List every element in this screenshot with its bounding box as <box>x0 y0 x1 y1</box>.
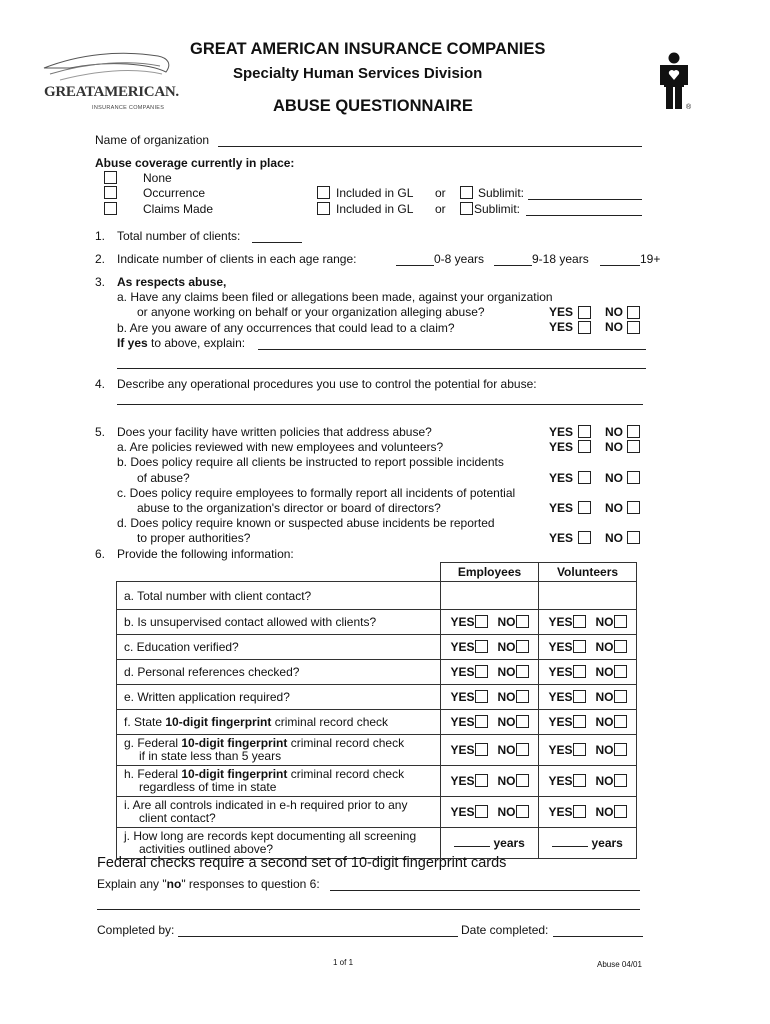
claims-included-gl-checkbox[interactable] <box>317 202 330 215</box>
q6g-pre: g. Federal <box>124 736 182 750</box>
q5-yes-label: YES <box>549 425 574 439</box>
q2-range3-field[interactable] <box>600 265 640 266</box>
no-checkbox[interactable] <box>614 665 627 678</box>
yes-label: YES <box>548 774 573 788</box>
date-completed-label: Date completed: <box>461 923 549 937</box>
company-logo <box>40 50 180 120</box>
form-title: ABUSE QUESTIONNAIRE <box>273 97 473 115</box>
yes-label: YES <box>450 665 475 679</box>
q6-row-j <box>117 828 637 859</box>
yes-label: YES <box>450 615 475 629</box>
yes-label: YES <box>548 690 573 704</box>
q6-col-volunteers: Volunteers <box>539 563 637 582</box>
no-label: NO <box>497 690 516 704</box>
q6e-employees <box>441 685 539 710</box>
q2-text: Indicate number of clients in each age range: <box>117 252 357 266</box>
yes-label: YES <box>548 615 573 629</box>
q3b-no-checkbox[interactable] <box>627 321 640 334</box>
occurrence-sublimit-checkbox[interactable] <box>460 186 473 199</box>
q5c-yes-label: YES <box>549 501 574 515</box>
q3a-text-1: a. Have any claims been filed or allegations been made, against your organization <box>117 290 553 304</box>
q6c-volunteers <box>539 635 637 660</box>
yes-checkbox[interactable] <box>573 805 586 818</box>
date-completed-field[interactable] <box>553 936 643 937</box>
logo-wordmark: GREATAMERICAN. <box>44 84 179 100</box>
q2-range1-label: 0-8 years <box>434 252 485 266</box>
q6h-employees <box>441 766 539 797</box>
coverage-none-label: None <box>143 171 172 185</box>
q6-row-f <box>117 710 637 735</box>
no-checkbox[interactable] <box>516 743 529 756</box>
q6-text: Provide the following information: <box>117 547 294 561</box>
q6j-line1: j. How long are records kept documenting all screening <box>124 829 417 843</box>
q5-number: 5. <box>95 425 106 439</box>
org-name-label: Name of organization <box>95 133 210 147</box>
q6-col-employees: Employees <box>441 563 539 582</box>
q6a-label: a. Total number with client contact? <box>117 582 441 610</box>
no-checkbox[interactable] <box>516 690 529 703</box>
q6j-employees <box>441 828 539 859</box>
yes-label: YES <box>450 805 475 819</box>
q6d-label: d. Personal references checked? <box>117 660 441 685</box>
q6-row-i <box>117 797 637 828</box>
q5b-text-2: of abuse? <box>137 471 190 485</box>
q1-field[interactable] <box>252 242 302 243</box>
yes-checkbox[interactable] <box>475 715 488 728</box>
q3a-no-checkbox[interactable] <box>627 306 640 319</box>
q2-range2-field[interactable] <box>494 265 532 266</box>
q6g-volunteers <box>539 735 637 766</box>
yes-checkbox[interactable] <box>573 640 586 653</box>
no-checkbox[interactable] <box>614 690 627 703</box>
no-label: NO <box>497 615 516 629</box>
yes-label: YES <box>548 805 573 819</box>
federal-note: Federal checks require a second set of 10-digit fingerprint cards <box>97 855 507 871</box>
claims-or-label: or <box>435 202 446 216</box>
q1-text: Total number of clients: <box>117 229 241 243</box>
no-label: NO <box>497 805 516 819</box>
q6e-volunteers <box>539 685 637 710</box>
q6f-pre: f. State <box>124 715 166 729</box>
q3-explain-field-1[interactable] <box>258 349 646 350</box>
q5d-yes-checkbox[interactable] <box>578 531 591 544</box>
q3b-text: b. Are you aware of any occurrences that could lead to a claim? <box>117 321 455 335</box>
yes-label: YES <box>450 715 475 729</box>
q6g-employees <box>441 735 539 766</box>
no-checkbox[interactable] <box>516 665 529 678</box>
q5d-text-1: d. Does policy require known or suspected abuse incidents be reported <box>117 516 495 530</box>
q1-number: 1. <box>95 229 106 243</box>
q5-text: Does your facility have written policies that address abuse? <box>117 425 432 439</box>
years-label: years <box>493 836 525 850</box>
explain-no-bold: no <box>166 877 182 891</box>
explain-post: " responses to question 6: <box>181 877 320 891</box>
yes-label: YES <box>548 640 573 654</box>
q3a-no-label: NO <box>605 305 623 319</box>
q6-number: 6. <box>95 547 106 561</box>
q6g-line2: if in state less than 5 years <box>139 749 282 763</box>
no-label: NO <box>595 743 614 757</box>
q6a-volunteers-field[interactable] <box>539 582 637 610</box>
years-label: years <box>591 836 623 850</box>
q6g-post: criminal record check <box>287 736 405 750</box>
q2-range1-field[interactable] <box>396 265 434 266</box>
q3-ifyes-label <box>117 336 245 350</box>
no-checkbox[interactable] <box>516 615 529 628</box>
q5d-no-label: NO <box>605 531 623 545</box>
explain-label <box>97 877 320 891</box>
q5a-yes-label: YES <box>549 440 574 454</box>
q6i-line2: client contact? <box>139 811 216 825</box>
q5b-yes-checkbox[interactable] <box>578 471 591 484</box>
yes-checkbox[interactable] <box>573 615 586 628</box>
yes-checkbox[interactable] <box>475 665 488 678</box>
q6-header-row <box>117 563 637 582</box>
no-label: NO <box>497 640 516 654</box>
q6i-volunteers <box>539 797 637 828</box>
no-label: NO <box>497 743 516 757</box>
q6f-post: criminal record check <box>271 715 389 729</box>
claims-sublimit-field[interactable] <box>526 215 642 216</box>
no-checkbox[interactable] <box>614 715 627 728</box>
occurrence-included-gl-label: Included in GL <box>336 186 414 200</box>
no-checkbox[interactable] <box>614 615 627 628</box>
no-label: NO <box>595 615 614 629</box>
q3-ifyes-rest: to above, explain: <box>147 336 246 350</box>
no-checkbox[interactable] <box>516 774 529 787</box>
q5a-text: a. Are policies reviewed with new employees and volunteers? <box>117 440 444 454</box>
explain-field-2[interactable] <box>97 909 640 910</box>
q6-row-a <box>117 582 637 610</box>
occurrence-included-gl-checkbox[interactable] <box>317 186 330 199</box>
q6f-bold: 10-digit fingerprint <box>165 715 272 729</box>
q5b-no-checkbox[interactable] <box>627 471 640 484</box>
q6d-volunteers <box>539 660 637 685</box>
yes-checkbox[interactable] <box>573 665 586 678</box>
q4-text: Describe any operational procedures you use to control the potential for abuse: <box>117 377 537 391</box>
no-label: NO <box>595 665 614 679</box>
q5b-yes-label: YES <box>549 471 574 485</box>
q6j-line2: activities outlined above? <box>139 842 274 856</box>
registered-mark: ® <box>686 104 692 111</box>
q6-row-c <box>117 635 637 660</box>
org-name-field[interactable] <box>218 146 642 147</box>
no-checkbox[interactable] <box>516 805 529 818</box>
yes-label: YES <box>450 743 475 757</box>
no-label: NO <box>595 774 614 788</box>
yes-label: YES <box>548 715 573 729</box>
q5c-text-1: c. Does policy require employees to formally report all incidents of potential <box>117 486 516 500</box>
no-label: NO <box>497 665 516 679</box>
logo-subtext: INSURANCE COMPANIES <box>92 105 165 111</box>
no-checkbox[interactable] <box>614 805 627 818</box>
yes-checkbox[interactable] <box>475 615 488 628</box>
yes-label: YES <box>548 743 573 757</box>
q6g-label <box>117 735 441 766</box>
q6-table <box>116 562 637 859</box>
q5d-text-2: to proper authorities? <box>137 531 251 545</box>
q6c-label: c. Education verified? <box>117 635 441 660</box>
yes-label: YES <box>450 774 475 788</box>
no-label: NO <box>595 640 614 654</box>
q5d-yes-label: YES <box>549 531 574 545</box>
occurrence-sublimit-label: Sublimit: <box>478 186 525 200</box>
no-label: NO <box>595 805 614 819</box>
yes-checkbox[interactable] <box>475 690 488 703</box>
q6i-line1: i. Are all controls indicated in e-h required prior to any <box>124 798 408 812</box>
q6j-volunteers <box>539 828 637 859</box>
occurrence-or-label: or <box>435 186 446 200</box>
q5-no-label: NO <box>605 425 623 439</box>
no-checkbox[interactable] <box>614 774 627 787</box>
q6h-label <box>117 766 441 797</box>
occurrence-sublimit-field[interactable] <box>528 199 642 200</box>
q6b-volunteers <box>539 610 637 635</box>
q6-row-h <box>117 766 637 797</box>
yes-checkbox[interactable] <box>475 640 488 653</box>
yes-label: YES <box>548 665 573 679</box>
q3-explain-field-2[interactable] <box>117 368 646 369</box>
claims-sublimit-label: Sublimit: <box>474 202 521 216</box>
yes-checkbox[interactable] <box>573 774 586 787</box>
q3-heading: As respects abuse, <box>117 275 227 289</box>
yes-checkbox[interactable] <box>475 743 488 756</box>
q3-ifyes-bold: If yes <box>117 336 148 350</box>
claims-included-gl-label: Included in GL <box>336 202 414 216</box>
form-code: Abuse 04/01 <box>597 960 642 969</box>
completed-by-field[interactable] <box>178 936 458 937</box>
coverage-claims-made-checkbox[interactable] <box>104 202 117 215</box>
completed-by-label: Completed by: <box>97 923 175 937</box>
q6c-employees <box>441 635 539 660</box>
q6-row-b <box>117 610 637 635</box>
company-title: GREAT AMERICAN INSURANCE COMPANIES <box>190 40 546 58</box>
no-label: NO <box>497 774 516 788</box>
explain-field-1[interactable] <box>330 890 640 891</box>
q6a-employees-field[interactable] <box>441 582 539 610</box>
yes-checkbox[interactable] <box>475 805 488 818</box>
yes-checkbox[interactable] <box>475 774 488 787</box>
q5c-text-2: abuse to the organization's director or board of directors? <box>137 501 441 515</box>
q3b-no-label: NO <box>605 320 623 334</box>
yes-label: YES <box>450 640 475 654</box>
q6h-post: criminal record check <box>287 767 405 781</box>
q3a-yes-checkbox[interactable] <box>578 306 591 319</box>
q6h-bold: 10-digit fingerprint <box>181 767 288 781</box>
q5c-yes-checkbox[interactable] <box>578 501 591 514</box>
q5c-no-label: NO <box>605 501 623 515</box>
q6-row-d <box>117 660 637 685</box>
q5a-no-checkbox[interactable] <box>627 440 640 453</box>
yes-checkbox[interactable] <box>573 743 586 756</box>
q3-number: 3. <box>95 275 106 289</box>
coverage-occurrence-checkbox[interactable] <box>104 186 117 199</box>
q3b-yes-label: YES <box>549 320 574 334</box>
q2-range3-label: 19+ <box>640 252 661 266</box>
explain-pre: Explain any " <box>97 877 167 891</box>
q5a-yes-checkbox[interactable] <box>578 440 591 453</box>
q3a-yes-label: YES <box>549 305 574 319</box>
q6b-label: b. Is unsupervised contact allowed with clients? <box>117 610 441 635</box>
yes-checkbox[interactable] <box>573 690 586 703</box>
q6i-label <box>117 797 441 828</box>
q6d-employees <box>441 660 539 685</box>
division-title: Specialty Human Services Division <box>233 65 483 82</box>
coverage-none-checkbox[interactable] <box>104 171 117 184</box>
q6j-volunteers-years-field[interactable] <box>552 836 588 847</box>
yes-checkbox[interactable] <box>573 715 586 728</box>
person-heart-icon <box>660 52 690 115</box>
q6f-employees <box>441 710 539 735</box>
coverage-claims-made-label: Claims Made <box>143 202 214 216</box>
q2-number: 2. <box>95 252 106 266</box>
q6f-label <box>117 710 441 735</box>
no-checkbox[interactable] <box>516 640 529 653</box>
q6-header-blank <box>117 563 441 582</box>
q5c-no-checkbox[interactable] <box>627 501 640 514</box>
q3b-yes-checkbox[interactable] <box>578 321 591 334</box>
no-checkbox[interactable] <box>614 640 627 653</box>
q2-range2-label: 9-18 years <box>532 252 589 266</box>
q6h-volunteers <box>539 766 637 797</box>
q6i-employees <box>441 797 539 828</box>
no-label: NO <box>595 690 614 704</box>
q6-row-g <box>117 735 637 766</box>
q4-field[interactable] <box>117 404 643 405</box>
page-number: 1 of 1 <box>333 958 354 967</box>
q3a-text-2: or anyone working on behalf or your organization alleging abuse? <box>137 305 485 319</box>
yes-label: YES <box>450 690 475 704</box>
q6e-label: e. Written application required? <box>117 685 441 710</box>
no-label: NO <box>497 715 516 729</box>
q5b-text-1: b. Does policy require all clients be instructed to report possible incidents <box>117 455 504 469</box>
q4-number: 4. <box>95 377 106 391</box>
q6h-pre: h. Federal <box>124 767 182 781</box>
q6j-employees-years-field[interactable] <box>454 836 490 847</box>
q5d-no-checkbox[interactable] <box>627 531 640 544</box>
q6f-volunteers <box>539 710 637 735</box>
no-checkbox[interactable] <box>614 743 627 756</box>
q5-no-checkbox[interactable] <box>627 425 640 438</box>
q5b-no-label: NO <box>605 471 623 485</box>
coverage-heading: Abuse coverage currently in place: <box>95 156 295 170</box>
q6h-line2: regardless of time in state <box>139 780 277 794</box>
q6b-employees <box>441 610 539 635</box>
coverage-occurrence-label: Occurrence <box>143 186 206 200</box>
q6-row-e <box>117 685 637 710</box>
q5-yes-checkbox[interactable] <box>578 425 591 438</box>
no-checkbox[interactable] <box>516 715 529 728</box>
claims-sublimit-checkbox[interactable] <box>460 202 473 215</box>
no-label: NO <box>595 715 614 729</box>
q5a-no-label: NO <box>605 440 623 454</box>
q6j-label <box>117 828 441 859</box>
q6g-bold: 10-digit fingerprint <box>181 736 288 750</box>
